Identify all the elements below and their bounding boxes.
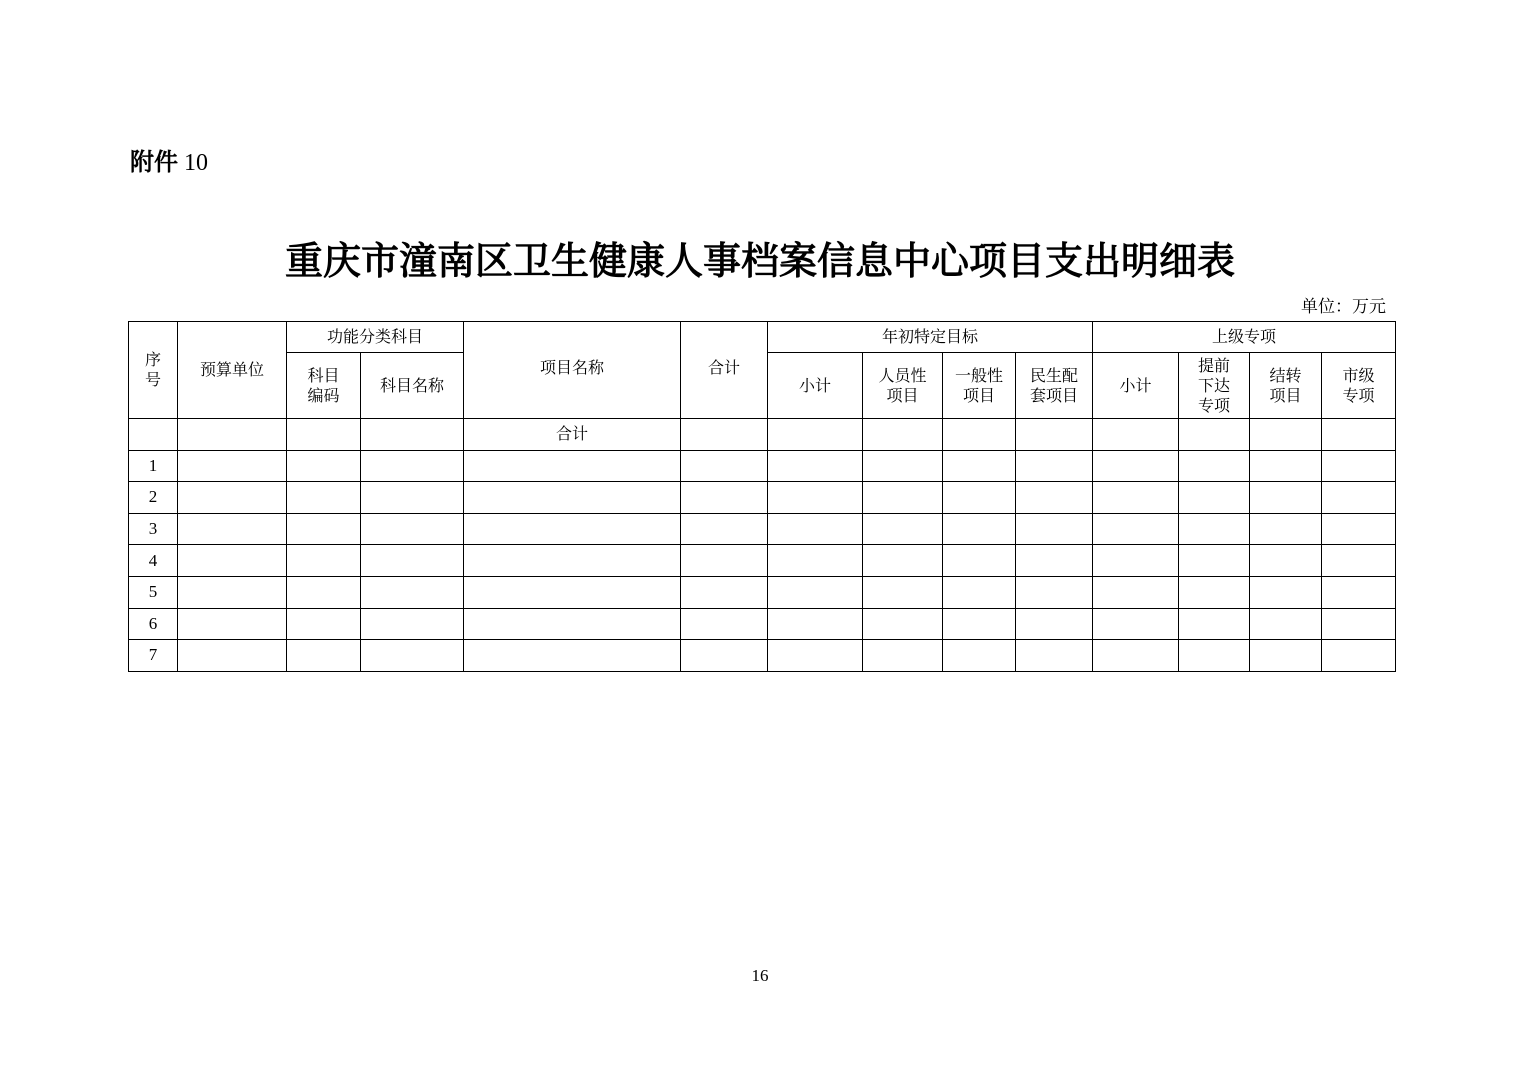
header-general-project: 一般性项目: [943, 353, 1016, 419]
attachment-number: 10: [184, 150, 208, 176]
header-subject-code: 科目编码: [287, 353, 361, 419]
table-row: [129, 640, 1396, 672]
header-project-name: 项目名称: [464, 322, 681, 419]
header-total: 合计: [681, 322, 768, 419]
document-title: 重庆市潼南区卫生健康人事档案信息中心项目支出明细表: [284, 238, 1235, 283]
row-number: 5: [129, 576, 178, 608]
row-number: 1: [129, 450, 178, 482]
header-livelihood-project: 民生配套项目: [1016, 353, 1093, 419]
unit-note: 单位：万元: [1301, 297, 1386, 317]
expenditure-table: [128, 321, 1396, 672]
header-carryover-project: 结转项目: [1250, 353, 1322, 419]
row-number: 2: [129, 482, 178, 514]
header-annual-subtotal: 小计: [768, 353, 863, 419]
row-number: 6: [129, 608, 178, 640]
table-row: [129, 545, 1396, 577]
header-advance-special: 提前下达专项: [1179, 353, 1250, 419]
header-subject-name: 科目名称: [361, 353, 464, 419]
total-row-label: 合计: [464, 419, 681, 451]
table-row: [129, 450, 1396, 482]
table-row: [129, 482, 1396, 514]
header-func-class: 功能分类科目: [287, 322, 464, 353]
row-number: 3: [129, 513, 178, 545]
header-city-special: 市级专项: [1322, 353, 1396, 419]
header-annual-target: 年初特定目标: [768, 322, 1093, 353]
header-seq: 序号: [129, 322, 178, 419]
header-superior-special: 上级专项: [1093, 322, 1396, 353]
header-personnel-project: 人员性项目: [863, 353, 943, 419]
table-row: [129, 513, 1396, 545]
header-superior-subtotal: 小计: [1093, 353, 1179, 419]
page-number: 16: [751, 966, 769, 985]
attachment-word: 附件: [130, 148, 178, 176]
header-budget-unit: 预算单位: [178, 322, 287, 419]
table-row-total: [129, 419, 1396, 451]
row-number: 4: [129, 545, 178, 577]
attachment-label: [130, 146, 208, 179]
table-row: [129, 576, 1396, 608]
header-row-1: [129, 322, 1396, 353]
table-row: [129, 608, 1396, 640]
row-number: 7: [129, 640, 178, 672]
